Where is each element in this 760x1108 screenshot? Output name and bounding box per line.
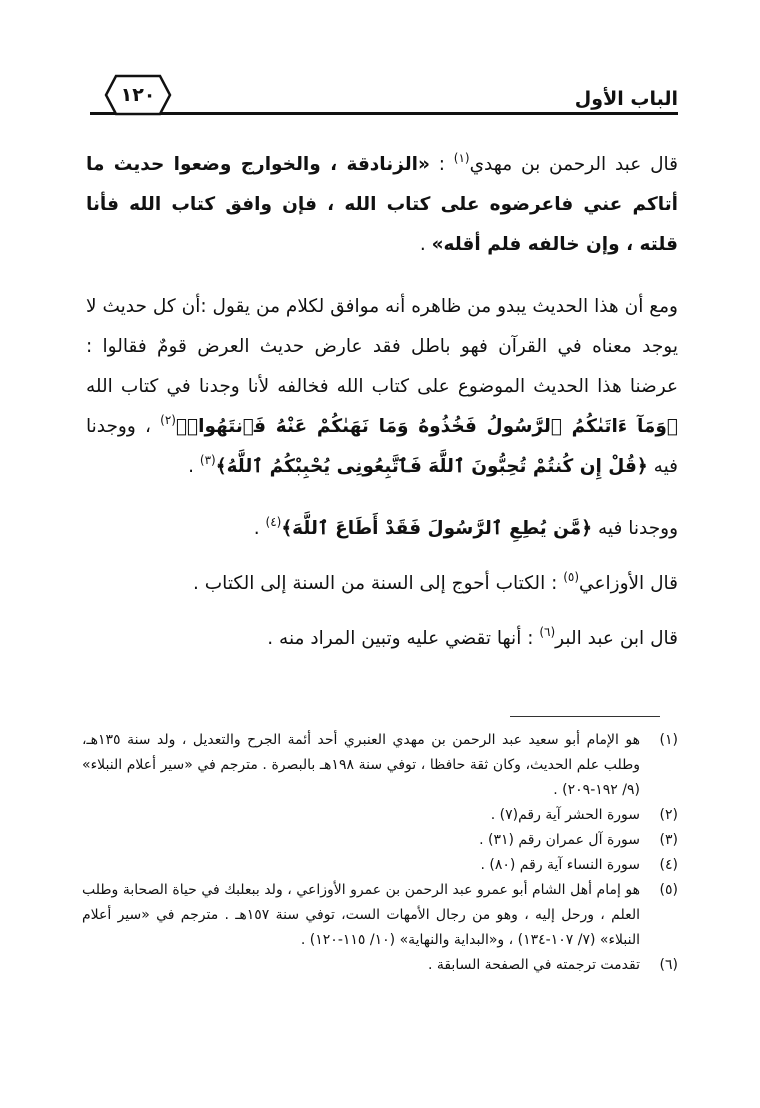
paragraph-3	[86, 509, 678, 549]
p2-text-1: ومع أن هذا الحديث يبدو من ظاهره أنه موافق لكلام من يقول :أن كل حديث لا يوجد معناه في القرآن فهو باطل فقد عارض حديث العرض قومٌ فقالوا : عرضنا هذا الحديث الموضوع على كتاب الله فخالفه لأنا وجدنا في كتاب الله	[86, 296, 678, 397]
paragraph-1	[86, 145, 678, 265]
page-number-badge	[104, 74, 172, 116]
p5-text: : أنها تقضي عليه وتبين المراد منه .	[267, 628, 540, 649]
paragraph-2	[86, 287, 678, 487]
p1-colon: :	[429, 154, 454, 175]
p4-text: : الكتاب أحوج إلى السنة من السنة إلى الكتاب .	[193, 573, 564, 594]
verse-3: ﴿مَّن يُطِعِ ٱلرَّسُولَ فَقَدْ أَطَاعَ ٱللَّهَ﴾	[281, 518, 593, 539]
footnote-ref-6: (٦)	[539, 625, 556, 639]
p3-text: ووجدنا فيه	[592, 518, 678, 539]
footnote	[82, 953, 678, 978]
page-header	[90, 72, 678, 124]
p5-intro: قال ابن عبد البر	[555, 628, 678, 649]
footnote-ref-3: (٣)	[199, 453, 216, 467]
footnote-text: هو الإمام أبو سعيد عبد الرحمن بن مهدي العنبري أحد أئمة الجرح والتعديل ، ولد سنة ١٣٥هـ، وطلب علم الحديث، وكان ثقة حافظا ، توفي سنة ١٩٨هـ بالبصرة . مترجم في «سير أعلام النبلاء» (٩/ ١٩٢-٢٠٩) .	[82, 732, 640, 798]
footnote	[82, 853, 678, 878]
page-number: ١٢٠	[120, 84, 156, 106]
footnote-separator	[510, 716, 660, 717]
footnote-ref-4: (٤)	[265, 515, 282, 529]
p1-intro: قال عبد الرحمن بن مهدي	[469, 154, 679, 175]
footnotes	[82, 728, 678, 978]
footnote-number: (٢)	[659, 807, 678, 823]
footnote-number: (٣)	[659, 832, 678, 848]
p2-text-2: ، ووجدنا فيه	[86, 416, 678, 477]
footnote-text: تقدمت ترجمته في الصفحة السابقة .	[427, 957, 640, 973]
footnote-ref-5: (٥)	[563, 570, 580, 584]
footnote-number: (٤)	[659, 857, 678, 873]
verse-1: ﴿وَمَآ ءَاتَىٰكُمُ ٱلرَّسُولُ فَخُذُوهُ وَمَا نَهَىٰكُمْ عَنْهُ فَٱنتَهُوا۟﴾	[175, 416, 678, 437]
verse-2: ﴿قُلْ إِن كُنتُمْ تُحِبُّونَ ٱللَّهَ فَٱتَّبِعُونِى يُحْبِبْكُمُ ٱللَّهُ﴾	[215, 456, 648, 477]
footnote-text: سورة الحشر آية رقم(٧) .	[490, 807, 640, 823]
footnote-number: (٥)	[659, 882, 678, 898]
footnote-ref-2: (٢)	[160, 413, 176, 427]
p3-end: .	[253, 518, 266, 539]
footnote	[82, 803, 678, 828]
p2-end: .	[188, 456, 200, 477]
p4-intro: قال الأوزاعي	[579, 573, 678, 594]
footnote-number: (١)	[659, 732, 678, 748]
footnote-text: هو إمام أهل الشام أبو عمرو عبد الرحمن بن عمرو الأوزاعي ، ولد ببعلبك في حياة الصحابة وطلب العلم ، ورحل إليه ، وهو من رجال الأمهات الست، توفي سنة ١٥٧هـ . مترجم في «سير أعلام النبلاء» (٧/ ١٠٧-١٣٤) ، و«البداية والنهاية» (١٠/ ١١٥-١٢٠) .	[82, 882, 640, 948]
main-text	[86, 145, 678, 674]
chapter-title: الباب الأول	[574, 88, 678, 110]
paragraph-5	[86, 619, 678, 659]
footnote	[82, 878, 678, 953]
header-rule	[90, 112, 678, 115]
paragraph-4	[86, 564, 678, 604]
footnote	[82, 728, 678, 803]
footnote	[82, 828, 678, 853]
p1-quote: «الزنادقة ، والخوارج وضعوا حديث ما أتاكم عني فاعرضوه على كتاب الله ، فإن وافق كتاب الله فأنا قلته ، وإن خالفه فلم أقله»	[86, 154, 678, 255]
footnote-ref-1: (١)	[453, 151, 470, 165]
footnote-number: (٦)	[659, 957, 678, 973]
footnote-text: سورة النساء آية رقم (٨٠) .	[480, 857, 640, 873]
footnote-text: سورة آل عمران رقم (٣١) .	[479, 832, 640, 848]
p1-end: .	[419, 234, 432, 255]
